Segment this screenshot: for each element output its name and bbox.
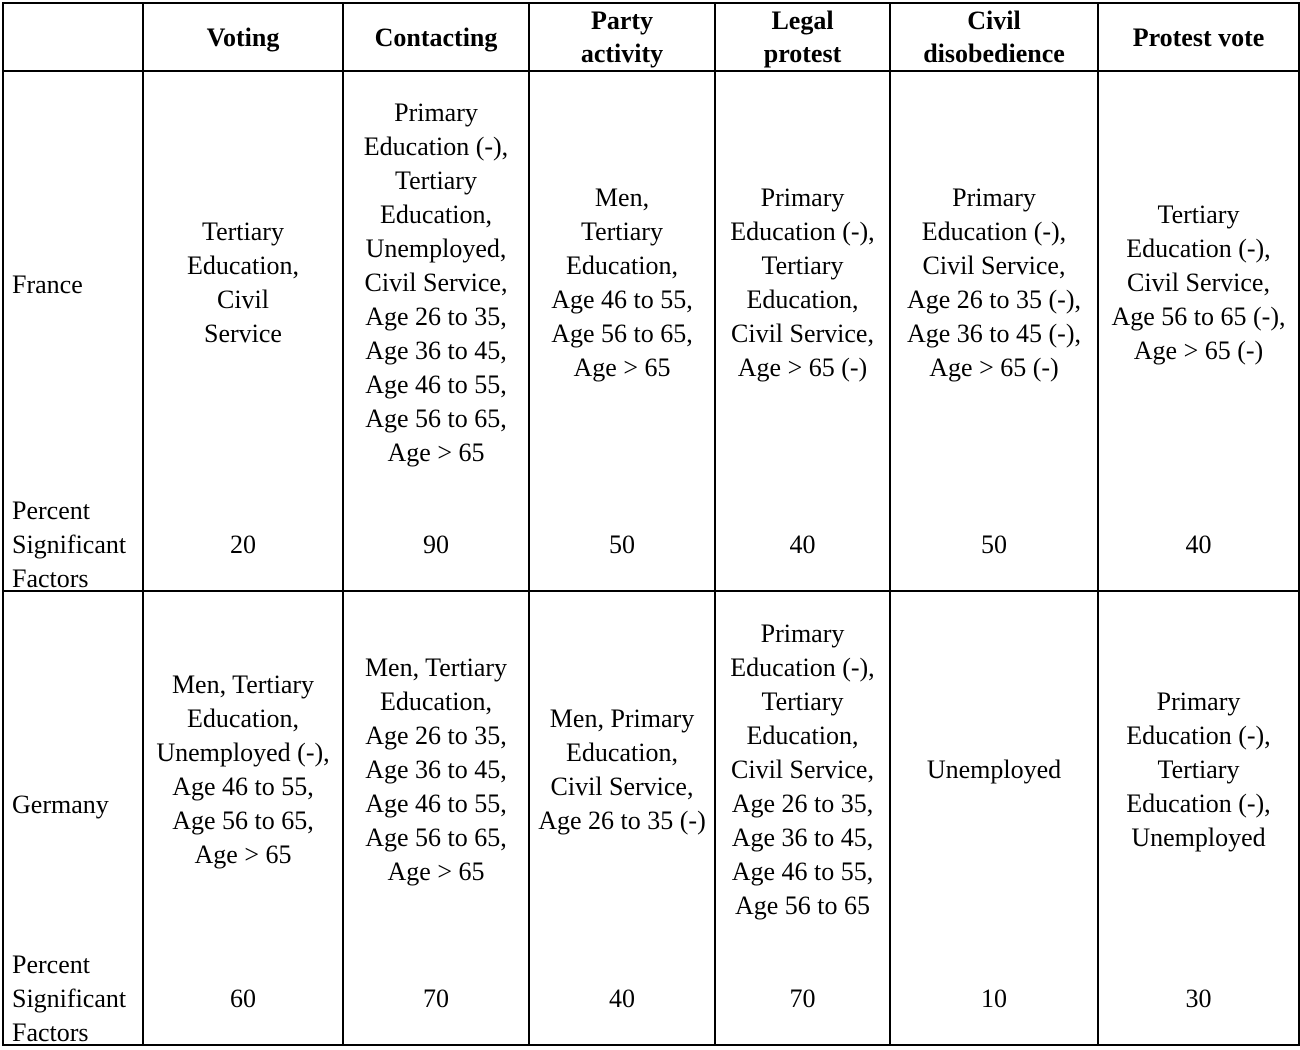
- header-contacting: Contacting: [343, 3, 529, 71]
- percent-value: 90: [423, 530, 449, 559]
- factor-line: Tertiary: [761, 251, 844, 280]
- percent-label-line: Factors: [12, 1018, 89, 1047]
- significant-factors: [344, 592, 528, 948]
- factor-line: Age 56 to 65: [734, 891, 871, 920]
- header-protest-vote: Protest vote: [1098, 3, 1299, 71]
- factor-line: Education (-),: [730, 217, 875, 246]
- header-row: [3, 3, 1299, 71]
- factor-line: Education (-),: [730, 653, 875, 682]
- country-cell: [3, 591, 143, 1045]
- factor-line: Age 46 to 55,: [365, 789, 507, 818]
- factor-line: Men, Primary: [549, 704, 695, 733]
- percent-value: 50: [609, 530, 635, 559]
- percent-value: 60: [230, 984, 256, 1013]
- factor-line: Service: [204, 319, 282, 348]
- factor-line: Civil Service,: [731, 319, 874, 348]
- factor-line: Unemployed: [926, 755, 1062, 784]
- factor-line: Education,: [746, 721, 859, 750]
- factor-line: Primary: [760, 619, 845, 648]
- factor-line: Men, Tertiary: [171, 670, 315, 699]
- cell-voting: [143, 71, 343, 591]
- cell-civil-disobedience: [890, 71, 1098, 591]
- header-civil-disobedience: Civil disobedience: [890, 3, 1098, 71]
- factor-line: Education,: [566, 738, 678, 767]
- factor-line: Age > 65 (-): [1133, 336, 1264, 365]
- cell-contacting: [343, 591, 529, 1045]
- factor-line: Civil Service,: [922, 251, 1066, 280]
- factor-line: Tertiary: [1157, 755, 1240, 784]
- factor-line: Primary: [760, 183, 845, 212]
- factor-line: Civil Service,: [731, 755, 874, 784]
- percent-value: 40: [1185, 530, 1212, 559]
- factor-line: Age 56 to 65,: [365, 404, 507, 433]
- factor-line: Unemployed: [1131, 823, 1266, 852]
- factor-line: Primary: [1156, 687, 1241, 716]
- percent-value: 10: [981, 984, 1007, 1013]
- factor-line: Education (-),: [363, 132, 509, 161]
- factor-line: Age 56 to 65,: [365, 823, 507, 852]
- factor-line: Civil Service,: [1127, 268, 1270, 297]
- factor-line: Age 26 to 35,: [731, 789, 874, 818]
- percent-label-line: Percent: [12, 496, 90, 525]
- factor-line: Education (-),: [1126, 789, 1271, 818]
- significant-factors: [1099, 592, 1298, 948]
- factor-line: Education (-),: [1126, 721, 1271, 750]
- factor-line: Men, Tertiary: [364, 653, 508, 682]
- significant-factors: [716, 592, 889, 948]
- significant-factors: [144, 592, 342, 948]
- factor-line: Education,: [746, 285, 859, 314]
- factor-line: Tertiary: [1157, 200, 1240, 229]
- significant-factors: [530, 592, 714, 948]
- factor-line: Civil Service,: [550, 772, 694, 801]
- percent-value: 20: [230, 530, 256, 559]
- country-cell: [3, 71, 143, 591]
- significant-factors: [1099, 72, 1298, 494]
- factor-line: Age 56 to 65,: [551, 319, 693, 348]
- table-row-france: [3, 71, 1299, 591]
- significant-factors: [716, 72, 889, 494]
- factor-line: Education,: [187, 251, 299, 280]
- factor-line: Education,: [566, 251, 678, 280]
- significant-factors: [144, 72, 342, 494]
- factor-line: Age 36 to 45,: [365, 336, 507, 365]
- percent-value: 70: [789, 984, 816, 1013]
- cell-party-activity: [529, 71, 715, 591]
- percent-value: 70: [423, 984, 449, 1013]
- factor-line: Age 46 to 55,: [172, 772, 314, 801]
- factor-line: Tertiary: [761, 687, 844, 716]
- factor-line: Age 26 to 35,: [365, 302, 507, 331]
- significant-factors: [344, 72, 528, 494]
- factor-line: Age > 65: [387, 857, 485, 886]
- percent-value: 40: [789, 530, 816, 559]
- percent-label-line: Percent: [12, 950, 90, 979]
- cell-legal-protest: [715, 591, 890, 1045]
- header-legal-protest: Legal protest: [715, 3, 890, 71]
- factor-line: Education,: [187, 704, 299, 733]
- significant-factors: [530, 72, 714, 494]
- factor-line: Education,: [380, 200, 492, 229]
- percent-label-line: Significant: [12, 984, 127, 1013]
- cell-voting: [143, 591, 343, 1045]
- factor-line: Age > 65: [194, 840, 292, 869]
- factor-line: Age 36 to 45 (-),: [906, 319, 1081, 348]
- factor-line: Tertiary: [395, 166, 477, 195]
- cell-party-activity: [529, 591, 715, 1045]
- percent-significant-label: [12, 494, 126, 596]
- factor-line: Tertiary: [581, 217, 663, 246]
- significant-factors: [891, 72, 1097, 494]
- factor-line: Unemployed,: [365, 234, 507, 263]
- factor-line: Age 56 to 65 (-),: [1111, 302, 1286, 331]
- factor-line: Tertiary: [202, 217, 284, 246]
- results-table: [2, 2, 1300, 1046]
- factor-line: Age 46 to 55,: [365, 370, 507, 399]
- cell-contacting: [343, 71, 529, 591]
- factor-line: Age > 65 (-): [737, 353, 868, 382]
- header-blank: [3, 3, 143, 71]
- factor-line: Civil: [216, 285, 269, 314]
- factor-line: Primary: [394, 98, 478, 127]
- header-voting: Voting: [143, 3, 343, 71]
- factor-line: Age 36 to 45,: [731, 823, 874, 852]
- cell-civil-disobedience: [890, 591, 1098, 1045]
- percent-label-line: Factors: [12, 564, 89, 593]
- percent-label-line: Significant: [12, 530, 127, 559]
- percent-value: 50: [981, 530, 1007, 559]
- cell-legal-protest: [715, 71, 890, 591]
- factor-line: Age > 65 (-): [929, 353, 1059, 382]
- cell-protest-vote: [1098, 71, 1299, 591]
- header-party-activity: Party activity: [529, 3, 715, 71]
- factor-line: Age 26 to 35 (-): [538, 806, 706, 835]
- factor-line: Age 46 to 55,: [551, 285, 693, 314]
- significant-factors: [891, 592, 1097, 948]
- percent-significant-label: [12, 948, 126, 1050]
- factor-line: Unemployed (-),: [156, 738, 330, 767]
- factor-line: Age > 65: [387, 438, 485, 467]
- factor-line: Age 46 to 55,: [731, 857, 874, 886]
- cell-protest-vote: [1098, 591, 1299, 1045]
- factor-line: Education,: [380, 687, 492, 716]
- country-label: Germany: [12, 790, 109, 819]
- percent-value: 40: [609, 984, 635, 1013]
- factor-line: Age 56 to 65,: [172, 806, 314, 835]
- factor-line: Education (-),: [1126, 234, 1271, 263]
- country-label: France: [12, 270, 83, 299]
- factor-line: Men,: [594, 183, 650, 212]
- factor-line: Age 26 to 35,: [365, 721, 507, 750]
- table-row-germany: [3, 591, 1299, 1045]
- factor-line: Education (-),: [921, 217, 1067, 246]
- percent-value: 30: [1185, 984, 1212, 1013]
- factor-line: Age 36 to 45,: [365, 755, 507, 784]
- factor-line: Age 26 to 35 (-),: [906, 285, 1081, 314]
- factor-line: Civil Service,: [364, 268, 508, 297]
- factor-line: Primary: [952, 183, 1036, 212]
- factor-line: Age > 65: [573, 353, 671, 382]
